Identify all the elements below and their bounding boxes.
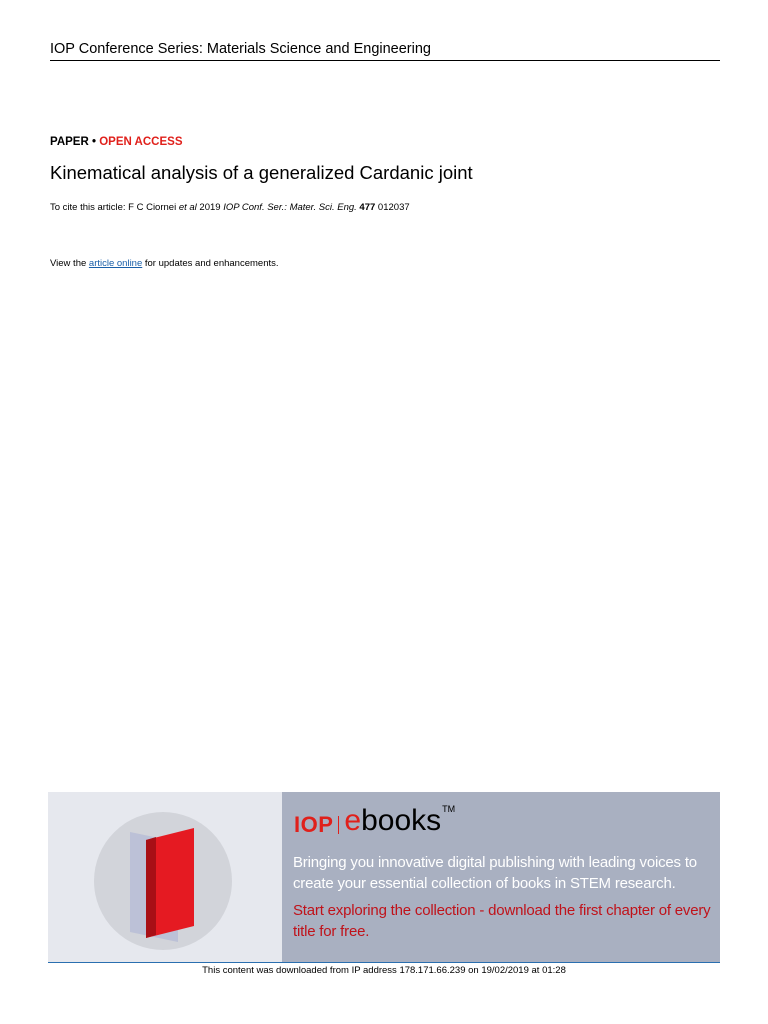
citation-etal: et al xyxy=(178,202,197,213)
citation-prefix: To cite this article: F C Ciornei xyxy=(50,202,179,213)
citation-year: 2019 xyxy=(196,202,224,213)
citation-journal: IOP Conf. Ser.: Mater. Sci. Eng. xyxy=(223,202,357,213)
logo-divider xyxy=(338,816,339,834)
footer-divider xyxy=(48,962,720,963)
download-notice: This content was downloaded from IP address 178.171.66.239 on 19/02/2019 at 01:28 xyxy=(202,965,566,976)
view-prefix: View the xyxy=(50,258,89,269)
paper-type-label xyxy=(50,136,183,148)
iop-ebooks-logo xyxy=(294,802,455,836)
banner-call-to-action[interactable]: Start exploring the collection - download the first chapter of every title for free. xyxy=(293,902,711,940)
citation-line xyxy=(50,202,410,213)
journal-header: IOP Conference Series: Materials Science and Engineering xyxy=(50,41,720,61)
view-suffix: for updates and enhancements. xyxy=(142,258,279,269)
ebook-cover-icon xyxy=(48,792,282,962)
citation-article-number: 012037 xyxy=(375,202,410,213)
logo-e: e xyxy=(344,804,362,837)
paper-label: PAPER xyxy=(50,136,89,148)
separator: • xyxy=(88,136,100,148)
logo-books: books xyxy=(361,804,442,837)
open-access-label: OPEN ACCESS xyxy=(99,136,183,148)
ebooks-banner[interactable] xyxy=(48,792,720,962)
banner-tagline: Bringing you innovative digital publishing with leading voices to create your essential collection of books in STEM research. xyxy=(293,854,697,892)
banner-image-panel xyxy=(48,792,282,962)
view-article-line xyxy=(50,258,279,269)
logo-tm: TM xyxy=(442,804,456,814)
banner-text-panel xyxy=(282,792,720,962)
citation-volume: 477 xyxy=(356,202,376,213)
paper-title: Kinematical analysis of a generalized Cardanic joint xyxy=(50,162,473,183)
logo-iop: IOP xyxy=(294,812,334,837)
article-online-link[interactable]: article online xyxy=(88,258,143,269)
